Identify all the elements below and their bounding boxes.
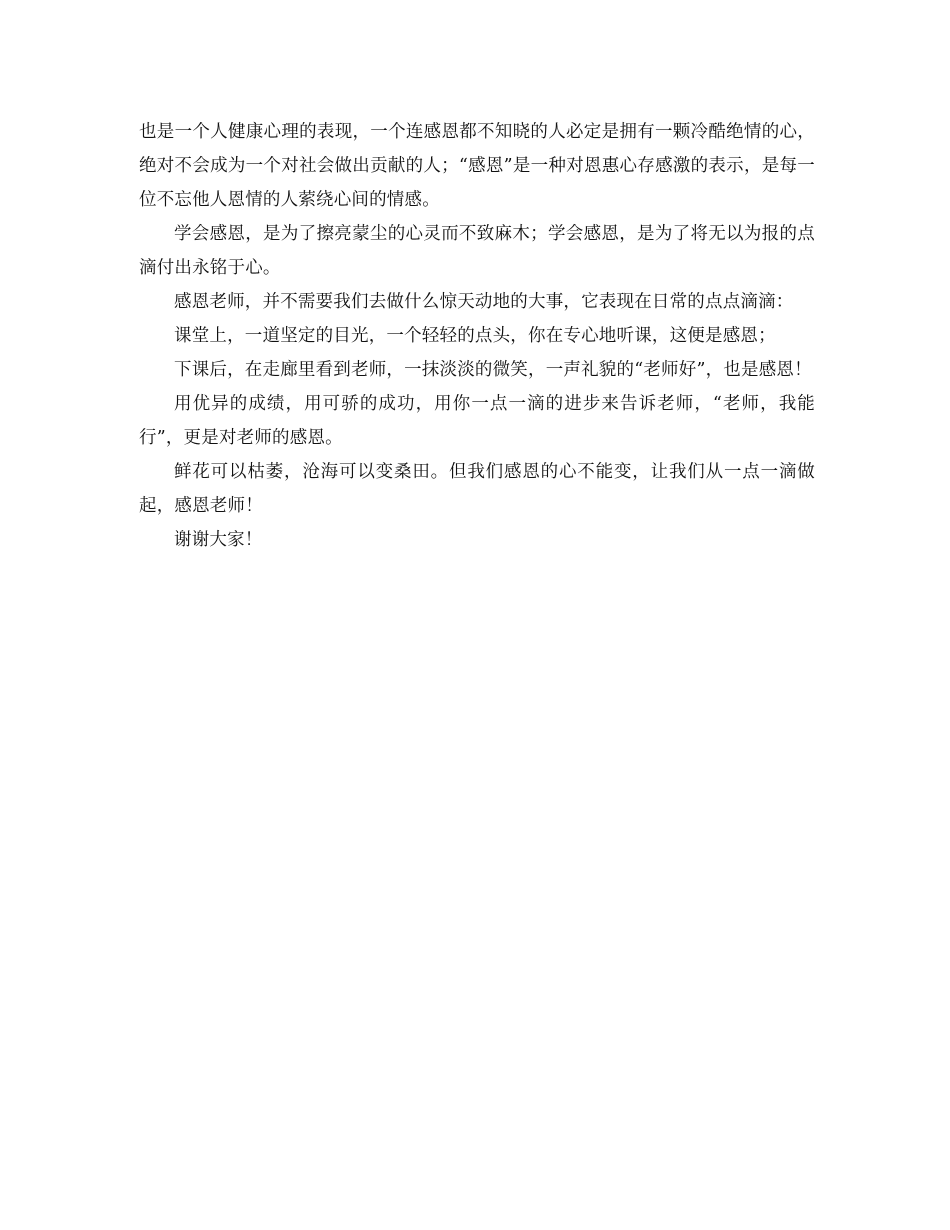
paragraph-4: 课堂上，一道坚定的目光，一个轻轻的点头，你在专心地听课，这便是感恩； bbox=[174, 326, 776, 346]
paragraph-2: 学会感恩，是为了擦亮蒙尘的心灵而不致麻木；学会感恩，是为了将无以为报的点滴付出永铭于心。 bbox=[139, 224, 815, 278]
paragraph-8: 谢谢大家！ bbox=[174, 530, 263, 550]
paragraph-6: 用优异的成绩，用可骄的成功，用你一点一滴的进步来告诉老师，“老师，我能行”，更是对老师的感恩。 bbox=[139, 394, 815, 448]
paragraph-1: 也是一个人健康心理的表现，一个连感恩都不知晓的人必定是拥有一颗冷酷绝情的心，绝对不会成为一个对社会做出贡献的人；“感恩”是一种对恩惠心存感激的表示，是每一位不忘他人恩情的人萦绕心间的情感。 bbox=[139, 122, 815, 210]
paragraph-3: 感恩老师，并不需要我们去做什么惊天动地的大事，它表现在日常的点点滴滴： bbox=[174, 292, 794, 312]
document-body bbox=[139, 115, 815, 557]
paragraph-5: 下课后，在走廊里看到老师，一抹淡淡的微笑，一声礼貌的“老师好”，也是感恩！ bbox=[174, 360, 812, 380]
paragraph-7: 鲜花可以枯萎，沧海可以变桑田。但我们感恩的心不能变，让我们从一点一滴做起，感恩老师！ bbox=[139, 462, 815, 516]
